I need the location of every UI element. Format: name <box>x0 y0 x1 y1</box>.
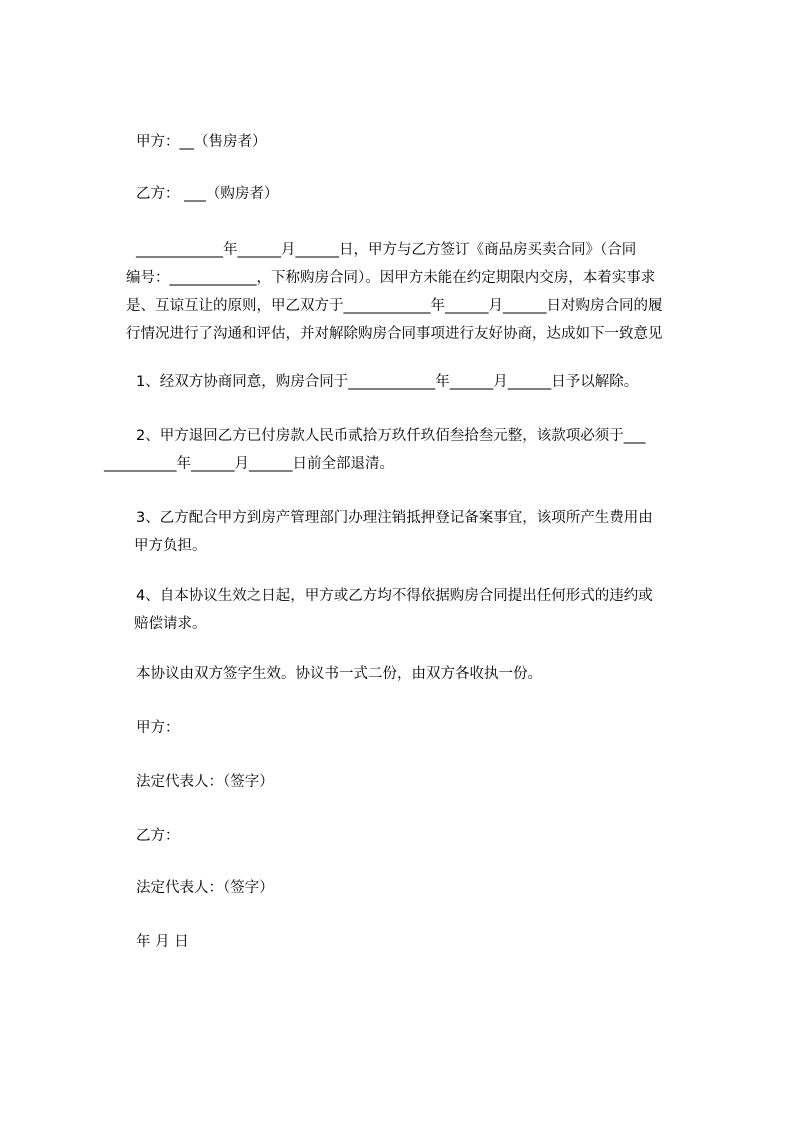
party-a-header: 甲方：__（售房者） <box>136 134 267 150</box>
signature-date: 年 月 日 <box>136 934 189 950</box>
clause-1: 1、经双方协商同意，购房合同于____________年______月______日予以解除。 <box>136 374 639 390</box>
party-b-header: 乙方： ___（购房者） <box>136 186 279 202</box>
clause-2-line: __________年______月______日前全部退清。 <box>104 456 394 472</box>
intro-paragraph <box>126 236 676 348</box>
clause-2-line: 2、甲方退回乙方已付房款人民币贰拾万玖仟玖佰叁拾叁元整，该款项必须于___ <box>136 428 646 444</box>
effect-statement: 本协议由双方签字生效。协议书一式二份，由双方各收执一份。 <box>136 666 542 682</box>
clause-3 <box>136 504 676 560</box>
clause-3-line: 3、乙方配合甲方到房产管理部门办理注销抵押登记备案事宜，该项所产生费用由 <box>136 510 653 526</box>
clause-2 <box>104 422 676 478</box>
intro-line: ____________年______月______日，甲方与乙方签订《商品房买卖合同》（合同 <box>136 242 637 258</box>
signature-party-b-rep: 法定代表人：（签字） <box>136 880 274 896</box>
clause-4-line: 赔偿请求。 <box>134 616 207 632</box>
signature-party-a-rep: 法定代表人：（签字） <box>136 774 274 790</box>
clause-4 <box>136 582 676 638</box>
signature-party-b: 乙方： <box>136 828 180 844</box>
clause-3-line: 甲方负担。 <box>134 538 207 554</box>
intro-line: 编号：____________，下称购房合同）。因甲方未能在约定期限内交房，本着实事求 <box>126 270 656 286</box>
clause-4-line: 4、自本协议生效之日起，甲方或乙方均不得依据购房合同提出任何形式的违约或 <box>136 588 653 604</box>
intro-line: 是、互谅互让的原则，甲乙双方于____________年______月______日对购房合同的履 <box>126 298 663 314</box>
intro-line: 行情况进行了沟通和评估，并对解除购房合同事项进行友好协商，达成如下一致意见 <box>126 326 663 342</box>
signature-party-a: 甲方： <box>136 720 180 736</box>
